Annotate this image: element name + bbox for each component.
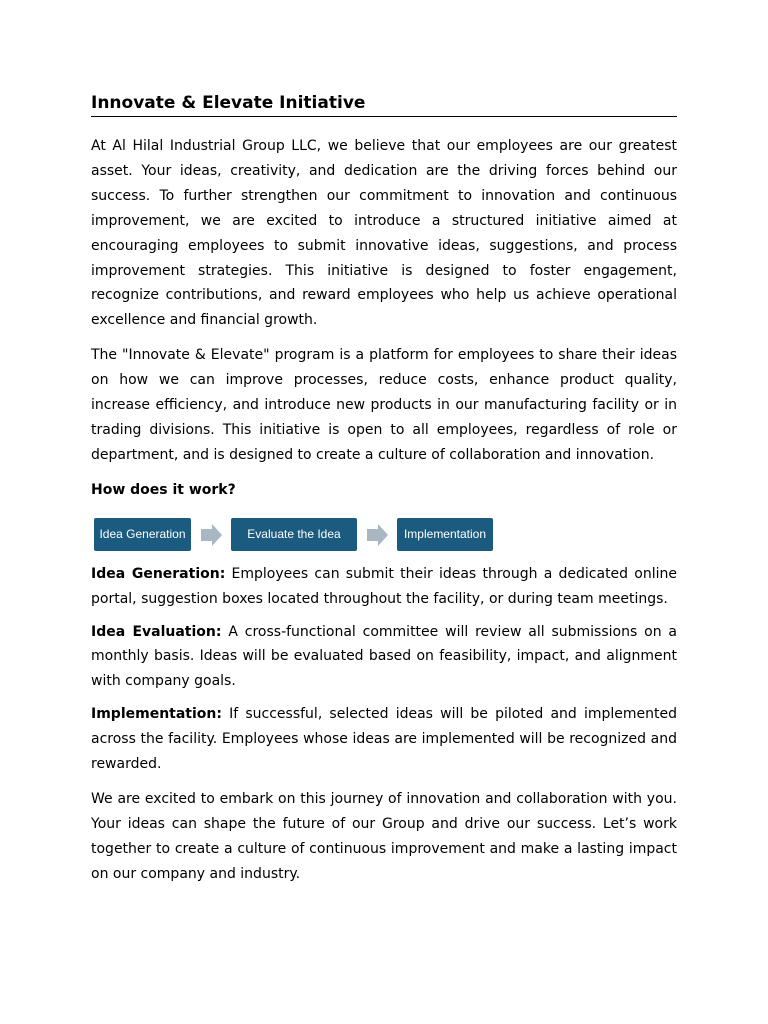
step-idea-evaluation	[91, 620, 677, 695]
step-description: A cross-functional committee will review all submissions on a monthly basis. Ideas will be evaluated based on feasibility, impact, and alignment with company goals.	[91, 623, 677, 690]
page-title: Innovate & Elevate Initiative	[91, 92, 677, 117]
flow-step-evaluate-idea: Evaluate the Idea	[231, 518, 357, 551]
process-flow-diagram	[91, 518, 677, 554]
step-description: If successful, selected ideas will be piloted and implemented across the facility. Employees whose ideas are implemented will be recognized and rewarded.	[91, 706, 677, 773]
document-page	[91, 92, 677, 887]
arrow-right-icon	[201, 524, 222, 546]
flow-step-idea-generation: Idea Generation	[94, 518, 191, 551]
step-implementation	[91, 702, 677, 777]
intro-paragraph: At Al Hilal Industrial Group LLC, we believe that our employees are our greatest asset. Your ideas, creativity, and dedication are the driving forces behind our success. To further strengthen our commitment to innovation and continuous improvement, we are excited to introduce a structured initiative aimed at encouraging employees to submit innovative ideas, suggestions, and process improvement strategies. This initiative is designed to foster engagement, recognize contributions, and reward employees who help us achieve operational excellence and financial growth.	[91, 138, 677, 329]
how-it-works-heading: How does it work?	[91, 481, 236, 498]
arrow-right-icon	[367, 524, 388, 546]
step-label: Idea Generation:	[91, 565, 226, 582]
program-paragraph: The "Innovate & Elevate" program is a platform for employees to share their ideas on how we can improve processes, reduce costs, enhance product quality, increase efficiency, and introduce new products in our manufacturing facility or in trading divisions. This initiative is open to all employees, regardless of role or department, and is designed to create a culture of collaboration and innovation.	[91, 347, 677, 463]
step-label: Idea Evaluation:	[91, 623, 222, 640]
step-idea-generation	[91, 562, 677, 612]
closing-paragraph: We are excited to embark on this journey of innovation and collaboration with you. Your ideas can shape the future of our Group and drive our success. Let’s work together to create a culture of continuous improvement and make a lasting impact on our company and industry.	[91, 790, 677, 882]
step-description: Employees can submit their ideas through a dedicated online portal, suggestion boxes located throughout the facility, or during team meetings.	[91, 565, 677, 607]
step-label: Implementation:	[91, 706, 222, 723]
flow-step-implementation: Implementation	[397, 518, 493, 551]
